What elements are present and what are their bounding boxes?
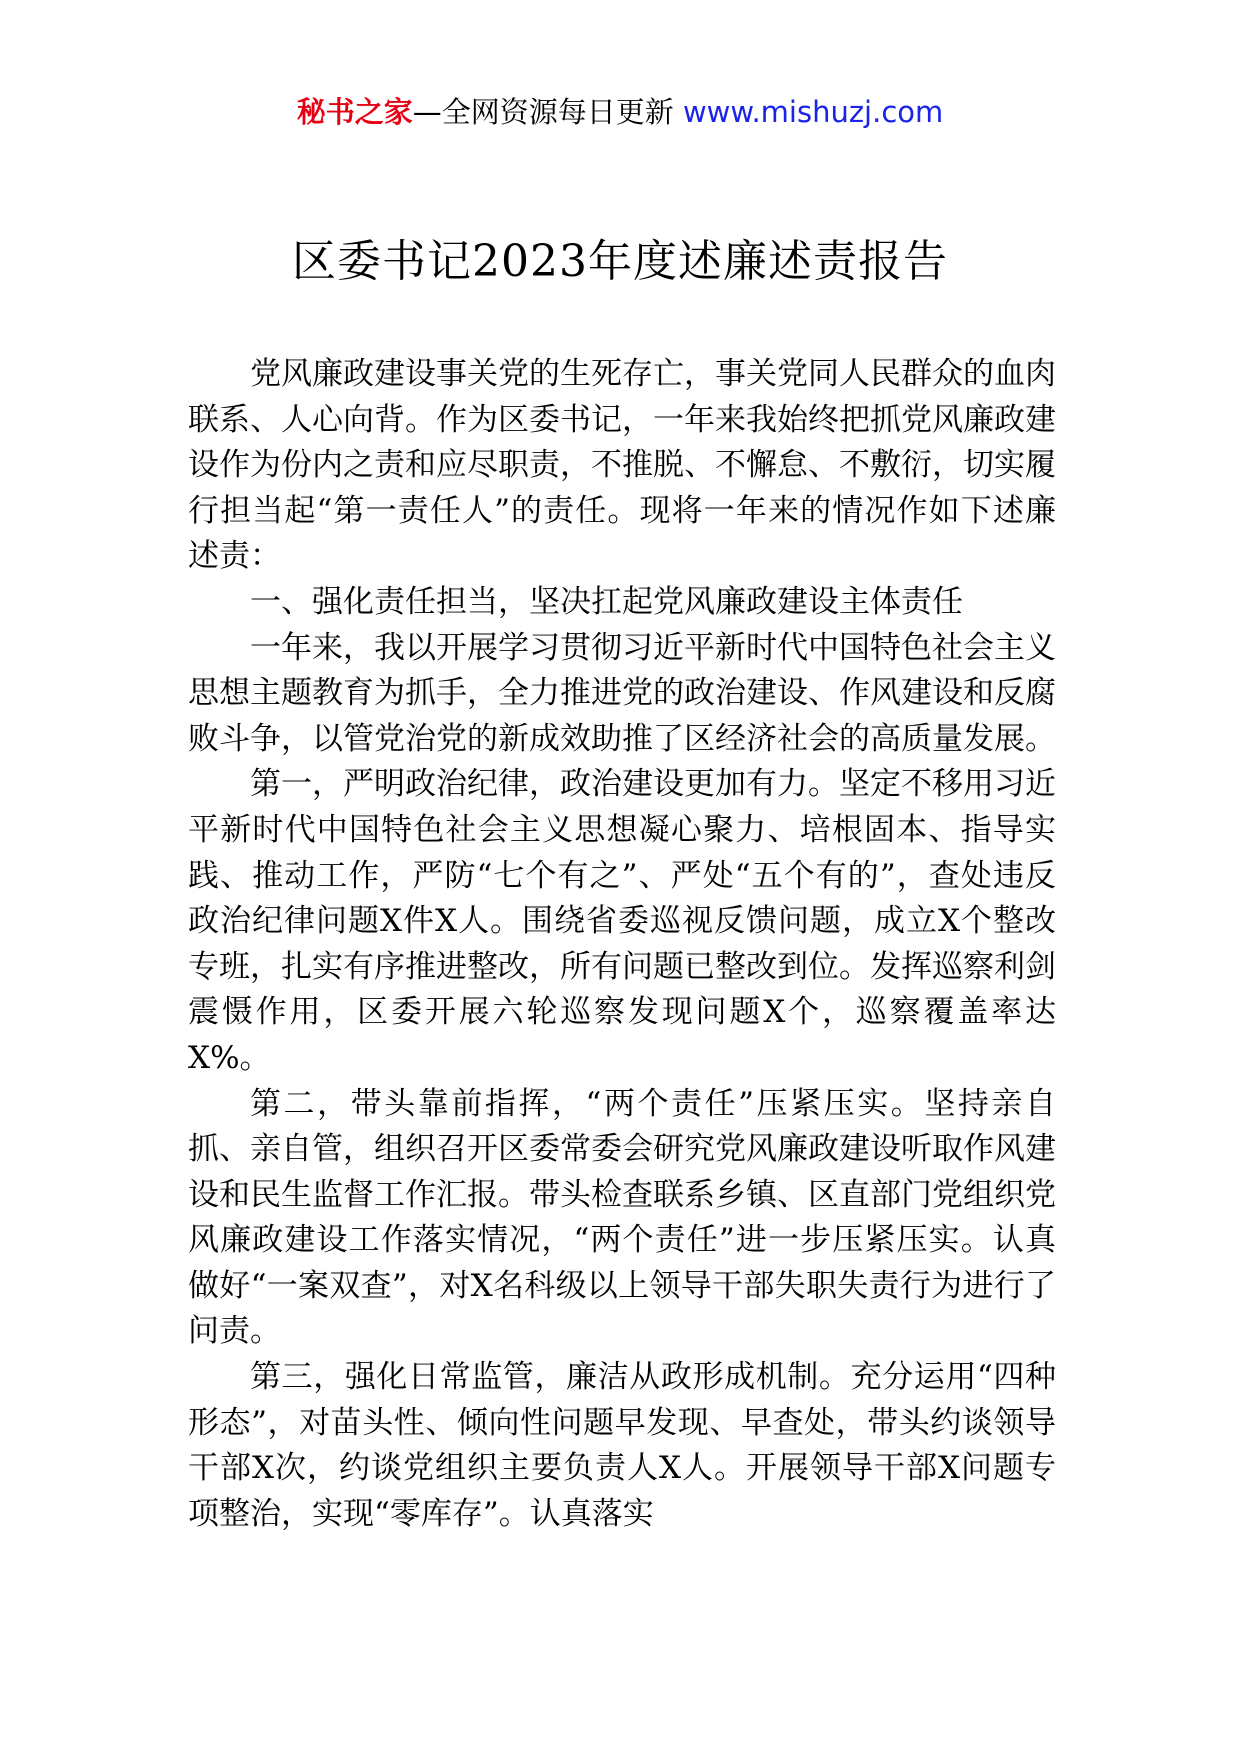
brand-name: 秘书之家 (296, 95, 413, 129)
paragraph-intro: 党风廉政建设事关党的生死存亡，事关党同人民群众的血肉联系、人心向背。作为区委书记，一年来我始终把抓党风廉政建设作为份内之责和应尽职责，不推脱、不懈怠、不敷衍，切实履行担当起“第一责任人”的责任。现将一年来的情况作如下述廉述责： (188, 356, 1056, 575)
paragraph-point-2: 第二，带头靠前指挥，“两个责任”压紧压实。坚持亲自抓、亲自管，组织召开区委常委会研究党风廉政建设听取作风建设和民生监督工作汇报。带头检查联系乡镇、区直部门党组织党风廉政建设工作落实情况，“两个责任”进一步压紧压实。认真做好“一案双查”，对X名科级以上领导干部失职失责行为进行了问责。 (188, 1085, 1056, 1350)
document-title: 区委书记2023年度述廉述责报告 (292, 236, 948, 287)
paragraph-point-3: 第三，强化日常监管，廉洁从政形成机制。充分运用“四种形态”，对苗头性、倾向性问题早发现、早查处，带头约谈领导干部X次，约谈党组织主要负责人X人。开展领导干部X问题专项整治，实现“零库存”。认真落实 (188, 1359, 1056, 1532)
document-body (188, 352, 1056, 1537)
section-heading-1: 一、强化责任担当，坚决扛起党风廉政建设主体责任 (250, 583, 963, 620)
paragraph-point-1: 第一，严明政治纪律，政治建设更加有力。坚定不移用习近平新时代中国特色社会主义思想凝心聚力、培根固本、指导实践、推动工作，严防“七个有之”、严处“五个有的”，查处违反政治纪律问题X件X人。围绕省委巡视反馈问题，成立X个整改专班，扎实有序推进整改，所有问题已整改到位。发挥巡察利剑震慑作用，区委开展六轮巡察发现问题X个，巡察覆盖率达X%。 (188, 766, 1056, 1076)
paragraph-overview: 一年来，我以开展学习贯彻习近平新时代中国特色社会主义思想主题教育为抓手，全力推进党的政治建设、作风建设和反腐败斗争，以管党治党的新成效助推了区经济社会的高质量发展。 (188, 629, 1056, 757)
tagline: —全网资源每日更新 (412, 95, 674, 129)
site-url-link[interactable]: www.mishuzj.com (682, 95, 944, 129)
site-header (0, 92, 1240, 132)
